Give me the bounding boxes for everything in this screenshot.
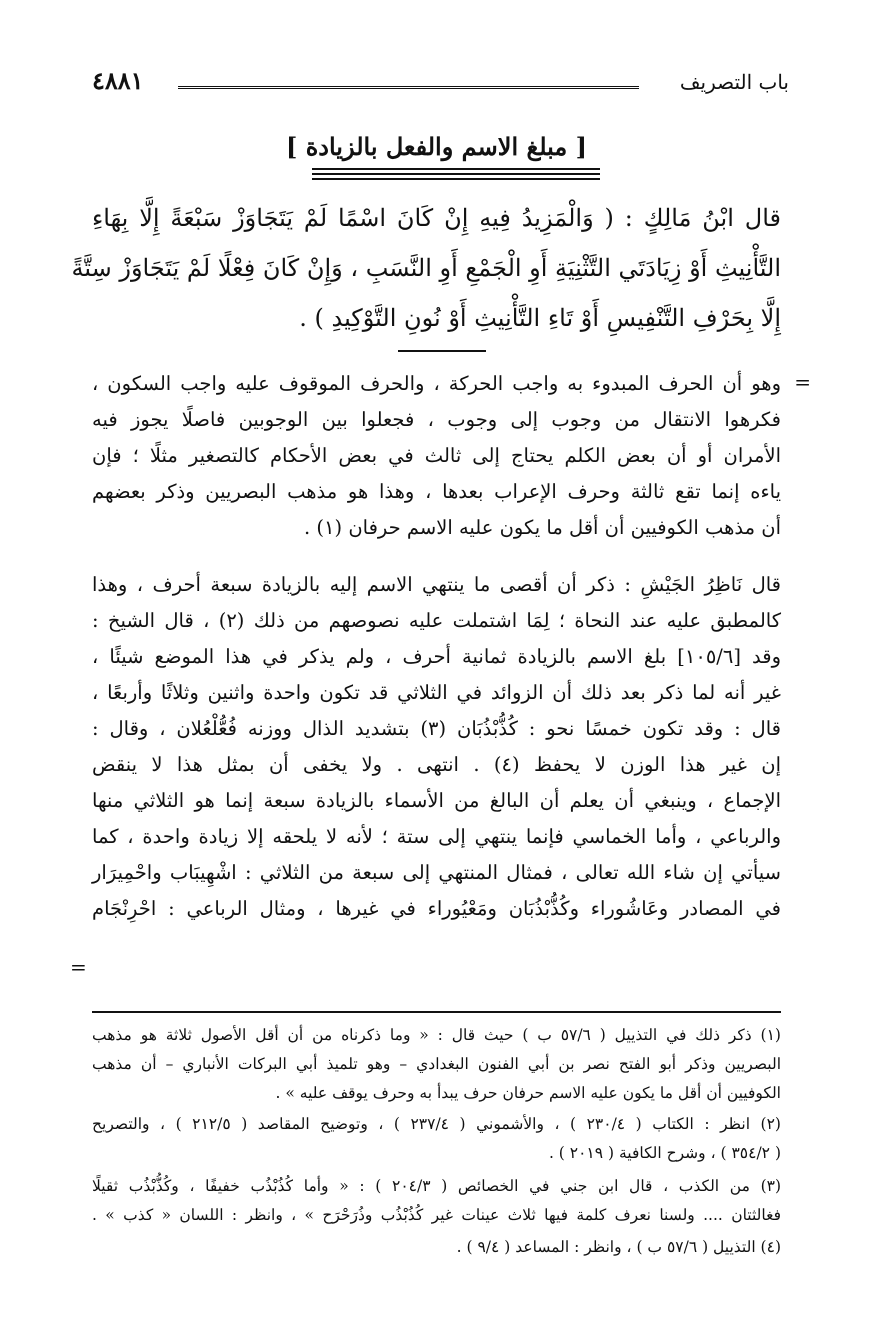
footnote-line: (٤) التذييل ( ٥٧/٦ ب ) ، وانظر : المساعد ( ٩/٤ ) . xyxy=(456,1238,781,1256)
matn-rule xyxy=(398,350,486,352)
section-title: باب التصريف xyxy=(679,70,789,94)
body-line: قال : وقد تكون خمسًا نحو : كُذُّبْذُبَان (٣) بتشديد الذال ووزنه فُعُّلْعُلان ، وقال : xyxy=(92,717,781,740)
footnote-line: (١) ذكر ذلك في التذييل ( ٥٧/٦ ب ) حيث قال : « وما ذكرناه من أن أقل الأصول ثلاثة هو مذهب xyxy=(92,1026,781,1044)
body-line: والرباعي ، وأما الخماسي فإنما ينتهي إلى ستة ؛ لأنه لا يلحقه إلا زيادة واحدة ، كما xyxy=(92,825,781,848)
running-header xyxy=(92,66,789,100)
continuation-mark: = xyxy=(794,370,811,394)
body-line: في المصادر وعَاشُوراء وكُذُّبْذُبَان ومَعْيُوراء في غيرها ، ومثال الرباعي : احْرِنْجَام xyxy=(92,897,781,920)
footnote-line: الكوفيين أن أقل ما يكون عليه الاسم حرفان حرف يبدأ به وحرف يوقف عليه » . xyxy=(275,1084,781,1102)
footnote-rule xyxy=(92,1011,781,1013)
continuation-mark-end: = xyxy=(70,955,87,979)
matn-line: التَّأْنِيثِ أَوْ زِيَادَتَي التَّثْنِيَةِ أَوِ الْجَمْعِ أَوِ النَّسَبِ ، وَإِنْ كَانَ فِعْلًا لَمْ يَتَجَاوَزْ سِتَّةً xyxy=(71,254,781,282)
footnote-line: (٣) من الكذب ، قال ابن جني في الخصائص ( ٢٠٤/٣ ) : « وأما كُذُبْذُب خفيفًا ، وكُذُّبْذُب ثقيلًا xyxy=(92,1177,782,1195)
footnote-line: فغالثتان .... ولسنا نعرف كلمة فيها ثلاث عينات غير كُذُبْذُب وذُرَحْرَح » ، وانظر : اللسان « كذب » . xyxy=(92,1206,781,1224)
body-line: الإجماع ، وينبغي أن يعلم أن البالغ من الأسماء بالزيادة سبعة إنما هو الثلاثي منها xyxy=(92,789,781,812)
body-line: غير أنه لما ذكر بعد ذلك أن الزوائد في الثلاثي قد تكون واحدة واثنين وثلاثًا وأربعًا ، xyxy=(92,681,781,704)
footnote-line: (٢) انظر : الكتاب ( ٢٣٠/٤ ) ، والأشموني ( ٢٣٧/٤ ) ، وتوضيح المقاصد ( ٢١٢/٥ ) ، والتصريح xyxy=(92,1115,781,1133)
title-underline xyxy=(312,168,600,183)
header-rule xyxy=(178,86,639,89)
matn-line: قال ابْنُ مَالِكٍ : ( وَالْمَزِيدُ فِيهِ إِنْ كَانَ اسْمًا لَمْ يَتَجَاوَزْ سَبْعَةً إِلَّا بِهَاءِ xyxy=(92,204,781,232)
body-line: كالمطبق عليه عند النحاة ؛ لِمَا اشتملت عليه نصوصهم من ذلك (٢) ، قال الشيخ : xyxy=(92,609,781,632)
body-line: أن مذهب الكوفيين أن أقل ما يكون عليه الاسم حرفان (١) . xyxy=(304,516,781,539)
footnote-line: ( ٣٥٤/٢ ) ، وشرح الكافية ( ٢٠١٩ ) . xyxy=(548,1144,781,1162)
page-number: ٤٨٨١ xyxy=(92,66,144,95)
body-line: الأمران أو أن بعض الكلم يحتاج إلى ثالث في بعض الأحكام كالتصغير مثلًا ؛ فإن xyxy=(92,444,781,467)
footnote-line: البصريين وذكر أبو الفتح نصر بن أبي الفنون البغدادي – وهو تلميذ أبي البركات الأنباري – أن مذهب xyxy=(92,1055,781,1073)
body-line: قال نَاظِرُ الجَيْشِ : ذكر أن أقصى ما ينتهي الاسم إليه بالزيادة سبعة أحرف ، وهذا xyxy=(92,573,781,596)
body-line: سيأتي إن شاء الله تعالى ، فمثال المنتهي إلى سبعة من الثلاثي : اشْهِيبَاب واحْمِيرَار xyxy=(92,861,781,884)
body-line: وهو أن الحرف المبدوء به واجب الحركة ، والحرف الموقوف عليه واجب السكون ، xyxy=(92,372,781,395)
body-line: إن غير هذا الوزن لا يحفظ (٤) . انتهى . ولا يخفى أن بمثل هذا لا ينقض xyxy=(92,753,781,776)
body-line: ياءه إنما تقع ثالثة وحرف الإعراب بعدها ، وهذا هو مذهب البصريين وذكر بعضهم xyxy=(92,480,781,503)
matn-line: إِلَّا بِحَرْفِ التَّنْفِيسِ أَوْ تَاءِ التَّأْنِيثِ أَوْ نُونِ التَّوْكِيدِ ) . xyxy=(299,304,781,332)
chapter-title: [ مبلغ الاسم والفعل بالزيادة ] xyxy=(285,132,587,161)
body-line: فكرهوا الانتقال من وجوب إلى وجوب ، فجعلوا بين الوجوبين فاصلًا يجوز فيه xyxy=(92,408,781,431)
body-line: وقد [١٠٥/٦] بلغ الاسم بالزيادة ثمانية أحرف ، ولم يذكر في هذا الموضع شيئًا ، xyxy=(92,645,782,668)
